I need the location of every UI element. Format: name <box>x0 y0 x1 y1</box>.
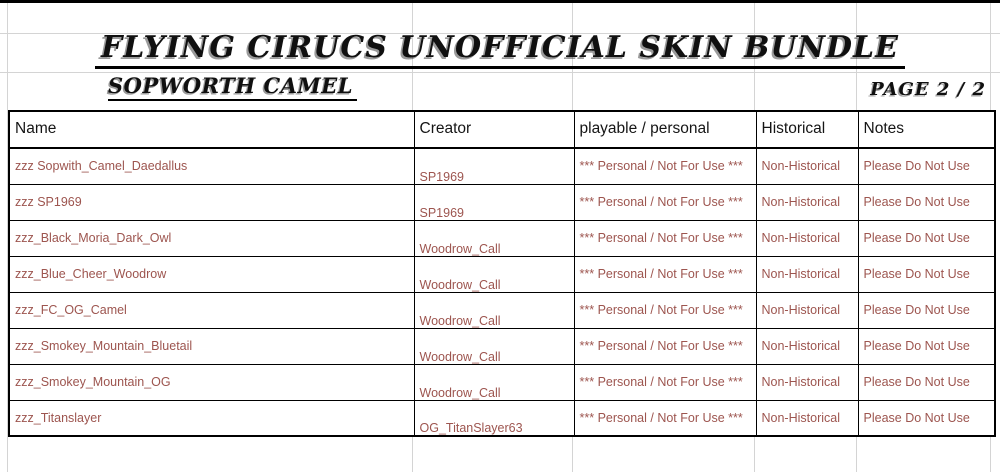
cell-historical: Non-Historical <box>756 220 858 256</box>
cell-playable: *** Personal / Not For Use *** <box>574 184 756 220</box>
table-row <box>9 400 995 436</box>
cell-name: zzz SP1969 <box>9 184 414 220</box>
cell-playable: *** Personal / Not For Use *** <box>574 292 756 328</box>
table-row <box>9 328 995 364</box>
title-row <box>0 31 1000 73</box>
table-row <box>9 148 995 184</box>
cell-playable: *** Personal / Not For Use *** <box>574 400 756 436</box>
cell-notes: Please Do Not Use <box>858 328 995 364</box>
skin-table <box>8 110 996 437</box>
cell-creator: Woodrow_Call <box>414 328 574 364</box>
cell-name: zzz_Smokey_Mountain_OG <box>9 364 414 400</box>
cell-notes: Please Do Not Use <box>858 292 995 328</box>
cell-historical: Non-Historical <box>756 148 858 184</box>
column-header-name: Name <box>9 111 414 148</box>
page-title: FLYING CIRUCS UNOFFICIAL SKIN BUNDLE <box>95 31 905 69</box>
cell-historical: Non-Historical <box>756 328 858 364</box>
cell-playable: *** Personal / Not For Use *** <box>574 364 756 400</box>
column-header-creator: Creator <box>414 111 574 148</box>
cell-notes: Please Do Not Use <box>858 364 995 400</box>
cell-notes: Please Do Not Use <box>858 148 995 184</box>
cell-historical: Non-Historical <box>756 256 858 292</box>
cell-notes: Please Do Not Use <box>858 256 995 292</box>
cell-historical: Non-Historical <box>756 184 858 220</box>
cell-name: zzz_Smokey_Mountain_Bluetail <box>9 328 414 364</box>
cell-historical: Non-Historical <box>756 292 858 328</box>
column-header-notes: Notes <box>858 111 995 148</box>
column-header-playable: playable / personal <box>574 111 756 148</box>
cell-notes: Please Do Not Use <box>858 400 995 436</box>
cell-historical: Non-Historical <box>756 364 858 400</box>
section-subtitle: SOPWORTH CAMEL <box>108 74 357 101</box>
cell-creator: SP1969 <box>414 184 574 220</box>
cell-name: zzz_FC_OG_Camel <box>9 292 414 328</box>
cell-name: zzz_Titanslayer <box>9 400 414 436</box>
cell-creator: Woodrow_Call <box>414 220 574 256</box>
cell-creator: Woodrow_Call <box>414 364 574 400</box>
column-header-historical: Historical <box>756 111 858 148</box>
table-row <box>9 220 995 256</box>
table-header-row <box>9 111 995 148</box>
cell-playable: *** Personal / Not For Use *** <box>574 220 756 256</box>
cell-playable: *** Personal / Not For Use *** <box>574 148 756 184</box>
table-row <box>9 292 995 328</box>
table-row <box>9 184 995 220</box>
cell-historical: Non-Historical <box>756 400 858 436</box>
cell-playable: *** Personal / Not For Use *** <box>574 256 756 292</box>
cell-creator: OG_TitanSlayer63 <box>414 400 574 436</box>
cell-creator: Woodrow_Call <box>414 292 574 328</box>
cell-notes: Please Do Not Use <box>858 184 995 220</box>
table-row <box>9 364 995 400</box>
cell-notes: Please Do Not Use <box>858 220 995 256</box>
cell-creator: Woodrow_Call <box>414 256 574 292</box>
sheet-top-border <box>0 0 1000 3</box>
cell-creator: SP1969 <box>414 148 574 184</box>
cell-name: zzz Sopwith_Camel_Daedallus <box>9 148 414 184</box>
page-number-label: PAGE 2 / 2 <box>870 79 986 100</box>
cell-name: zzz_Black_Moria_Dark_Owl <box>9 220 414 256</box>
cell-playable: *** Personal / Not For Use *** <box>574 328 756 364</box>
cell-name: zzz_Blue_Cheer_Woodrow <box>9 256 414 292</box>
table-row <box>9 256 995 292</box>
